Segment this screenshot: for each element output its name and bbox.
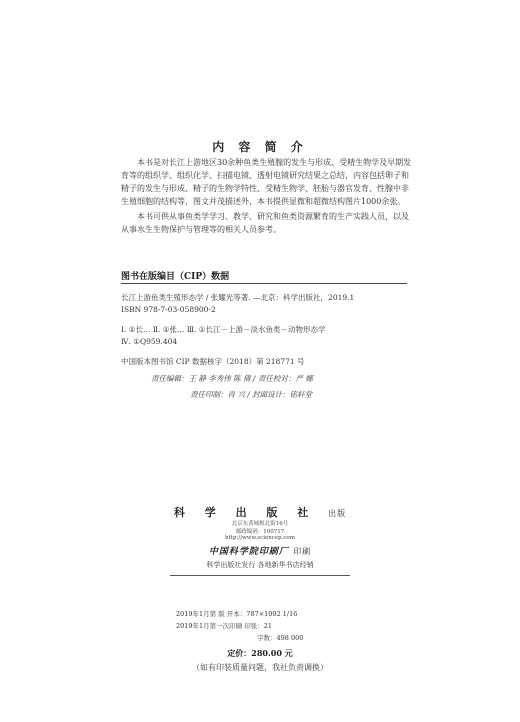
spec-word-count: 字数：498 000 xyxy=(257,634,304,642)
cip-heading: 图书在版编目（CIP）数据 xyxy=(121,272,230,282)
publisher-name xyxy=(0,504,520,520)
cip-divider xyxy=(121,283,407,284)
printer-logo-text: 中国科学院印刷厂 xyxy=(208,547,289,557)
publisher-suffix: 出版 xyxy=(328,509,347,518)
printer-name xyxy=(0,544,520,557)
distribution-line: 科学出版社发行 各地新华书店经销 xyxy=(206,561,314,569)
printer-suffix: 印刷 xyxy=(293,547,312,556)
spec-edition: 2019年1月第 版 开本：787×1092 1/16 xyxy=(176,610,298,618)
production-credits: 责任印制：肖 兴 / 封面设计：铭轩堂 xyxy=(190,390,313,399)
cip-line-isbn: ISBN 978-7-03-058900-2 xyxy=(121,305,216,314)
publisher-address: 北京东黄城根北街16号 xyxy=(231,521,289,527)
distribution-divider xyxy=(170,575,350,576)
editor-credits: 责任编辑：王 静 李秀伟 陈 倩 / 责任校对：严 娜 xyxy=(151,374,313,383)
intro-paragraph-2: 本书可供从事鱼类学学习、教学、研究和鱼类资源繁育的生产实践人员，以及从事水生生物保护与管理等的相关人员参考。 xyxy=(121,212,409,234)
quality-notice: （如有印装质量问题，我社负责调换） xyxy=(192,663,328,672)
price: 定价：280.00 元 xyxy=(227,648,293,658)
cip-line-classification-number: Ⅳ. ①Q959.404 xyxy=(121,337,178,346)
page-title: 内 容 简 介 xyxy=(212,140,308,154)
intro-paragraph-1: 本书是对长江上游地区30余种鱼类生殖腺的发生与形成、受精生物学及早期发育等的组织学、组织化学、扫描电镜、透射电镜研究结果之总结，内容包括卵子和精子的发生与形成、精子的生物学特性、受精生物学、胚胎与器官发育、性腺中非生殖细胞的结构等，图文并茂描述外，本书提供显微和超微结构图片1000余张。 xyxy=(121,158,412,206)
spec-printing: 2019年1月第一次印刷 印张：21 xyxy=(176,622,273,630)
cip-line-classification: Ⅰ. ①长… Ⅱ. ①张… Ⅲ. ①长江－上游－淡水鱼类－动物形态学 xyxy=(121,325,326,334)
publisher-logo-text: 科 学 出 版 社 xyxy=(173,506,317,519)
publisher-postcode: 邮政编码：100717 xyxy=(235,529,285,535)
cip-line-title: 长江上游鱼类生殖形态学 / 张耀光等著. —北京：科学出版社，2019.1 xyxy=(121,293,355,302)
cip-line-record-number: 中国版本图书馆 CIP 数据核字（2018）第 218771 号 xyxy=(121,357,305,366)
publisher-website: http://www.sciencep.com xyxy=(225,535,295,541)
